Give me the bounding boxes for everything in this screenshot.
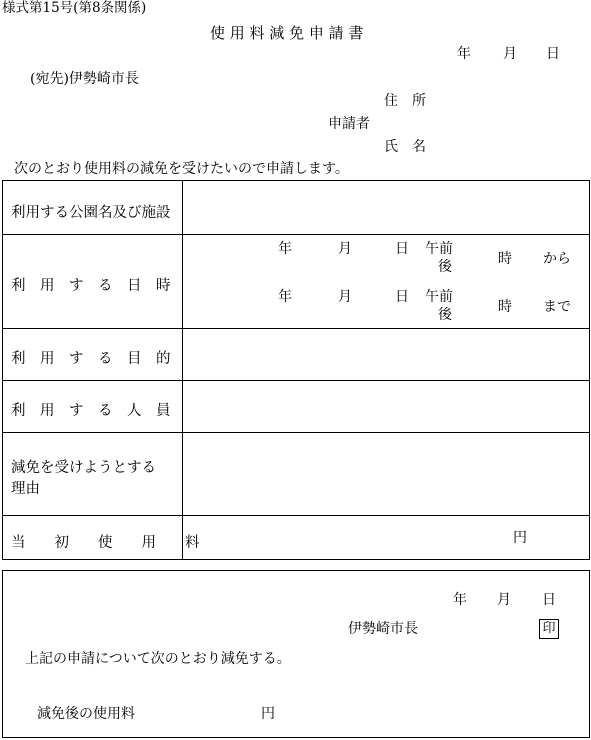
purpose-label: 利 用 す る 目 的 <box>11 351 171 367</box>
datetime-label: 利 用 す る 日 時 <box>11 278 171 294</box>
applicant-address-label: 住 所 <box>384 93 426 109</box>
purpose-row <box>3 328 589 381</box>
page-title: 使 用 料 減 免 申 請 書 <box>210 24 364 42</box>
people-label: 利 用 す る 人 員 <box>11 403 171 419</box>
fee-label: 当 初 使 用 料 <box>11 535 200 551</box>
applicant-name-label: 氏 名 <box>384 139 426 155</box>
dt-end-pm: 後 <box>438 307 452 323</box>
applicant-role-label: 申請者 <box>328 116 370 132</box>
reason-label-line1: 減免を受けようとする <box>11 460 156 476</box>
dt-start-month: 月 <box>338 241 352 257</box>
addressee: (宛先)伊勢崎市長 <box>30 71 139 87</box>
application-table <box>2 180 590 560</box>
fee-yen-unit: 円 <box>513 530 527 546</box>
dt-until: まで <box>543 299 571 315</box>
people-row <box>3 380 589 433</box>
approval-month: 月 <box>497 592 511 608</box>
dt-start-hour: 時 <box>498 251 512 267</box>
dt-start-year: 年 <box>278 241 292 257</box>
date-year: 年 <box>457 46 471 62</box>
dt-start-pm: 後 <box>438 259 452 275</box>
reason-row <box>3 432 589 516</box>
dt-from: から <box>543 251 571 267</box>
reason-label-line2: 理由 <box>11 481 40 497</box>
date-month: 月 <box>503 46 517 62</box>
approval-year: 年 <box>453 592 467 608</box>
date-day: 日 <box>546 46 560 62</box>
seal-icon: 印 <box>539 619 559 639</box>
park-row <box>3 181 589 235</box>
approval-box <box>2 570 590 738</box>
approval-day: 日 <box>542 592 556 608</box>
dt-end-month: 月 <box>338 289 352 305</box>
dt-start-day: 日 <box>395 241 409 257</box>
approval-statement: 上記の申請について次のとおり減免する。 <box>25 651 291 667</box>
intro-text: 次のとおり使用料の減免を受けたいので申請します。 <box>14 161 349 177</box>
dt-end-year: 年 <box>278 289 292 305</box>
dt-end-am: 午前 <box>425 289 453 305</box>
form-number: 様式第15号(第8条関係) <box>2 0 147 16</box>
fee-row <box>3 515 589 560</box>
fee-after-yen-unit: 円 <box>261 706 275 722</box>
dt-end-day: 日 <box>395 289 409 305</box>
dt-end-hour: 時 <box>498 299 512 315</box>
fee-after-label: 減免後の使用料 <box>37 706 135 722</box>
datetime-row <box>3 234 589 329</box>
park-label: 利用する公園名及び施設 <box>11 205 171 221</box>
approval-mayor: 伊勢崎市長 <box>348 621 418 637</box>
dt-start-am: 午前 <box>425 241 453 257</box>
